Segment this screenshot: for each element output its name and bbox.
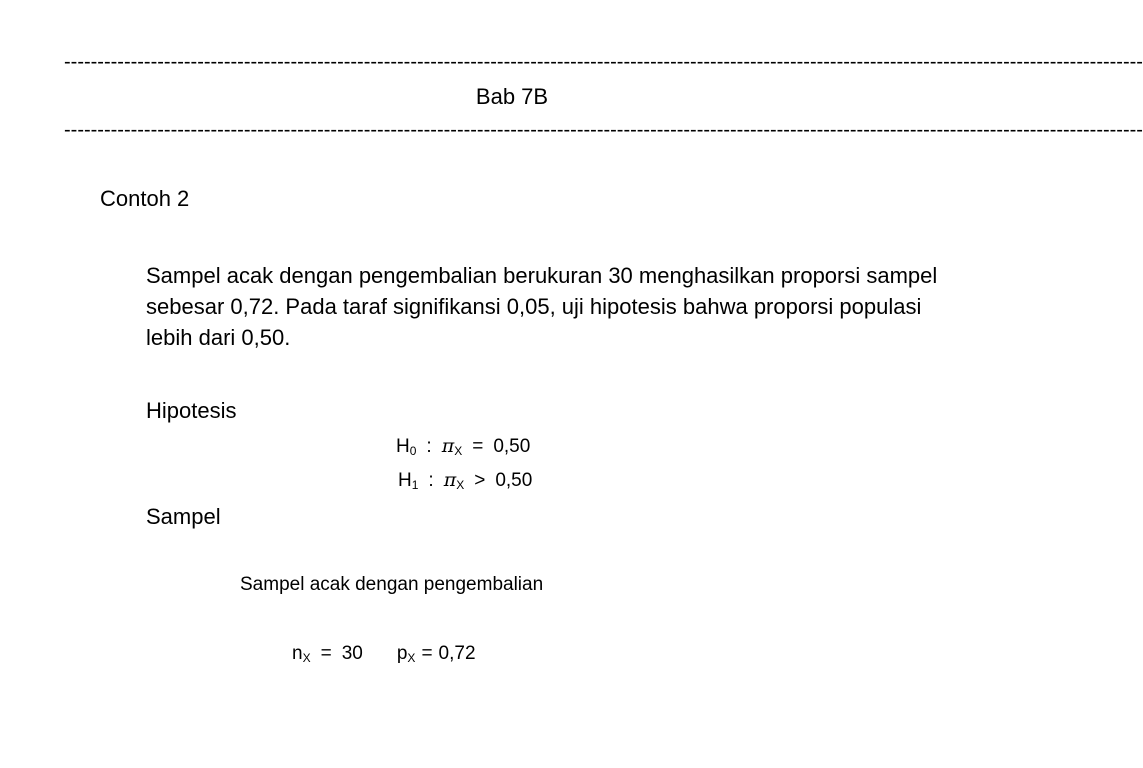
n-value: 30 — [341, 643, 363, 664]
n-subscript: X — [302, 651, 311, 665]
h1-operator: > — [474, 470, 486, 491]
h0-subscript: 0 — [409, 444, 417, 458]
example-heading: Contoh 2 — [100, 186, 190, 211]
p-symbol: p — [396, 643, 408, 664]
h1-equation — [398, 468, 532, 493]
h0-colon: : — [426, 436, 432, 457]
h1-subscript: 1 — [411, 478, 419, 492]
h1-value: 0,50 — [495, 470, 533, 491]
h1-pi-subscript: X — [456, 478, 465, 492]
p-operator: = — [421, 643, 433, 664]
h0-symbol: H — [396, 436, 410, 457]
n-symbol: n — [292, 643, 303, 664]
hypothesis-label: Hipotesis — [146, 398, 237, 423]
p-value: 0,72 — [438, 643, 476, 664]
h0-pi-subscript: X — [454, 444, 463, 458]
h1-symbol: H — [398, 470, 412, 491]
sample-values — [292, 642, 476, 666]
separator-top: ------------------------------------------------------------------------------------------------------------------------------------------------------------------ — [64, 51, 1143, 73]
page-title: Bab 7B — [475, 84, 549, 109]
sample-description: Sampel acak dengan pengembalian — [240, 574, 544, 595]
h0-equation — [396, 434, 530, 459]
sample-label: Sampel — [146, 504, 221, 529]
h1-pi-symbol: π — [443, 469, 457, 491]
problem-paragraph: Sampel acak dengan pengembalian berukuran 30 menghasilkan proporsi sampel sebesar 0,72. Pada taraf signifikansi 0,05, uji hipotesis bahwa proporsi populasi lebih dari 0,50. — [146, 263, 938, 350]
p-subscript: X — [407, 651, 416, 665]
h0-operator: = — [472, 436, 484, 457]
h1-colon: : — [428, 470, 434, 491]
separator-bottom: ------------------------------------------------------------------------------------------------------------------------------------------------------------------ — [64, 119, 1143, 141]
n-operator: = — [320, 643, 332, 664]
h0-value: 0,50 — [493, 436, 531, 457]
h0-pi-symbol: π — [441, 435, 455, 457]
